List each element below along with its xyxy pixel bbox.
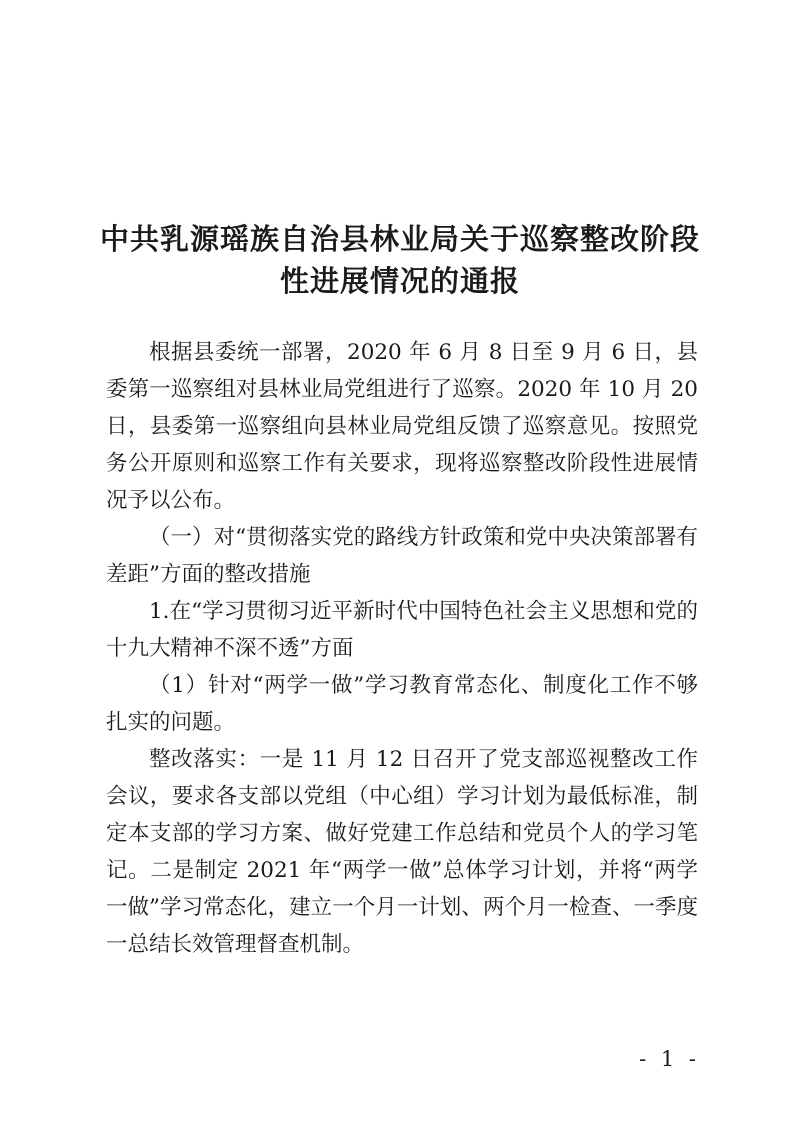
rectification-paragraph: 整改落实：一是 11 月 12 日召开了党支部巡视整改工作会议，要求各支部以党组（中心组）学习计划为最低标准，制定本支部的学习方案、做好党建工作总结和党员个人的学习笔记。二是制定 2021 年“两学一做”总体学习计划，并将“两学一做”学习常态化，建立一个月一计划、两个月一检查、一季度一总结长效管理督查机制。 [106, 747, 698, 957]
page-number: - 1 - [639, 1047, 700, 1071]
intro-paragraph: 根据县委统一部署，2020 年 6 月 8 日至 9 月 6 日，县委第一巡察组对县林业局党组进行了巡察。2020 年 10 月 20 日，县委第一巡察组向县林业局党组反馈了巡察意见。按照党务公开原则和巡察工作有关要求，现将巡察整改阶段性进展情况予以公布。 [106, 340, 698, 513]
document-body [106, 334, 698, 963]
subsection-heading: 1.在“学习贯彻习近平新时代中国特色社会主义思想和党的十九大精神不深不透”方面 [106, 599, 698, 661]
section-heading: （一）对“贯彻落实党的路线方针政策和党中央决策部署有差距”方面的整改措施 [106, 525, 698, 587]
document-title: 中共乳源瑶族自治县林业局关于巡察整改阶段性进展情况的通报 [99, 222, 700, 298]
issue-paragraph: （1）针对“两学一做”学习教育常态化、制度化工作不够扎实的问题。 [106, 673, 698, 735]
